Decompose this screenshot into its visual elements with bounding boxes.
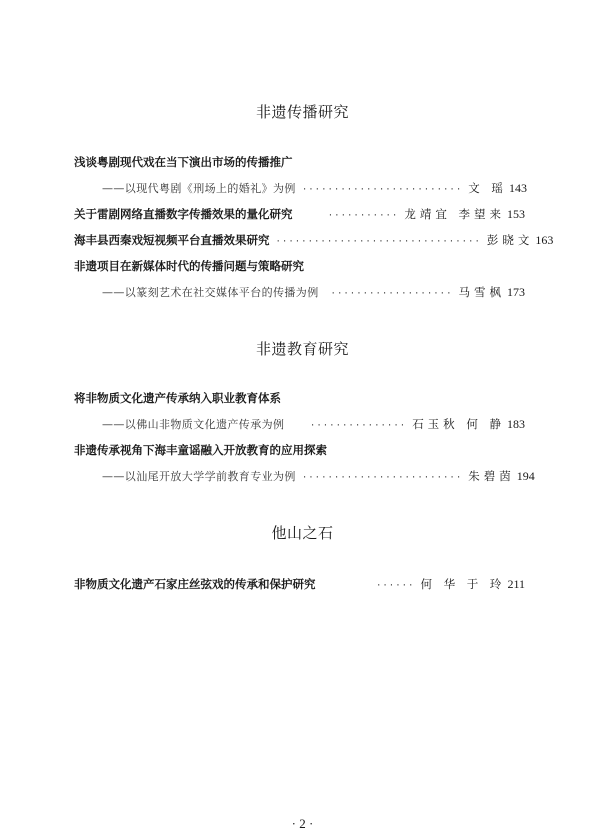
toc-entry-page: 173 [507, 285, 525, 299]
toc-entry-page: 153 [507, 207, 525, 221]
leader-dots: ··········· [327, 211, 399, 221]
toc-entry-author: 彭晓文 [486, 233, 534, 247]
toc-entry-author: 龙靖宜 李望来 [404, 207, 505, 221]
toc-entry-author: 何 华 于 玲 [420, 577, 506, 591]
toc-entry[interactable] [74, 576, 525, 594]
toc-entry-page: 143 [508, 181, 527, 195]
toc-entry[interactable] [74, 468, 535, 486]
toc-entry-subtitle: ——以现代粤剧《刑场上的婚礼》为例 [102, 182, 296, 195]
toc-entry[interactable] [74, 206, 525, 224]
section-heading-heritage-education: 非遗教育研究 [255, 340, 349, 358]
toc-entry[interactable] [74, 284, 525, 302]
toc-entry-author: 朱碧茵 [468, 469, 515, 483]
toc-entry-title: 非遗项目在新媒体时代的传播问题与策略研究 [74, 259, 304, 273]
toc-entry[interactable] [74, 390, 525, 408]
leader-dots: ························· [301, 473, 463, 483]
section-heading-heritage-communication: 非遗传播研究 [255, 103, 349, 121]
toc-entry-subtitle: ——以汕尾开放大学学前教育专业为例 [102, 470, 296, 483]
toc-entry-author: 文 瑶 [468, 181, 507, 195]
toc-entry-author: 石玉秋 何 静 [412, 417, 505, 431]
toc-entry-title: 将非物质文化遗产传承纳入职业教育体系 [74, 391, 281, 405]
leader-dots: ··················· [330, 289, 453, 299]
toc-entry-title: 浅谈粤剧现代戏在当下演出市场的传播推广 [74, 155, 293, 169]
toc-entry-page: 183 [507, 417, 525, 431]
toc-entry-title: 关于雷剧网络直播数字传播效果的量化研究 [74, 207, 293, 221]
toc-entry-title: 非遗传承视角下海丰童谣融入开放教育的应用探索 [74, 443, 327, 457]
leader-dots: ······ [375, 581, 415, 591]
toc-entry-title: 非物质文化遗产石家庄丝弦戏的传承和保护研究 [74, 577, 316, 591]
toc-entry-subtitle: ——以佛山非物质文化遗产传承为例 [102, 418, 285, 431]
toc-entry[interactable] [74, 180, 525, 198]
toc-entry[interactable] [74, 258, 525, 276]
section-heading-other-mountains: 他山之石 [271, 524, 334, 542]
page-number: · 2 · [291, 816, 314, 831]
leader-dots: ························· [301, 185, 463, 195]
toc-entry-author: 马雪枫 [458, 285, 505, 299]
leader-dots: ··············· [309, 421, 407, 431]
toc-entry[interactable] [74, 154, 525, 172]
toc-entry-page: 211 [507, 577, 525, 591]
toc-entry[interactable] [74, 232, 554, 250]
leader-dots: ································ [275, 237, 481, 247]
toc-entry[interactable] [74, 416, 525, 434]
toc-entry-page: 194 [516, 469, 535, 483]
toc-entry[interactable] [74, 442, 525, 460]
toc-entry-subtitle: ——以篆刻艺术在社交媒体平台的传播为例 [102, 286, 319, 299]
toc-entry-page: 163 [535, 233, 554, 247]
toc-entry-title: 海丰县西秦戏短视频平台直播效果研究 [74, 233, 270, 247]
